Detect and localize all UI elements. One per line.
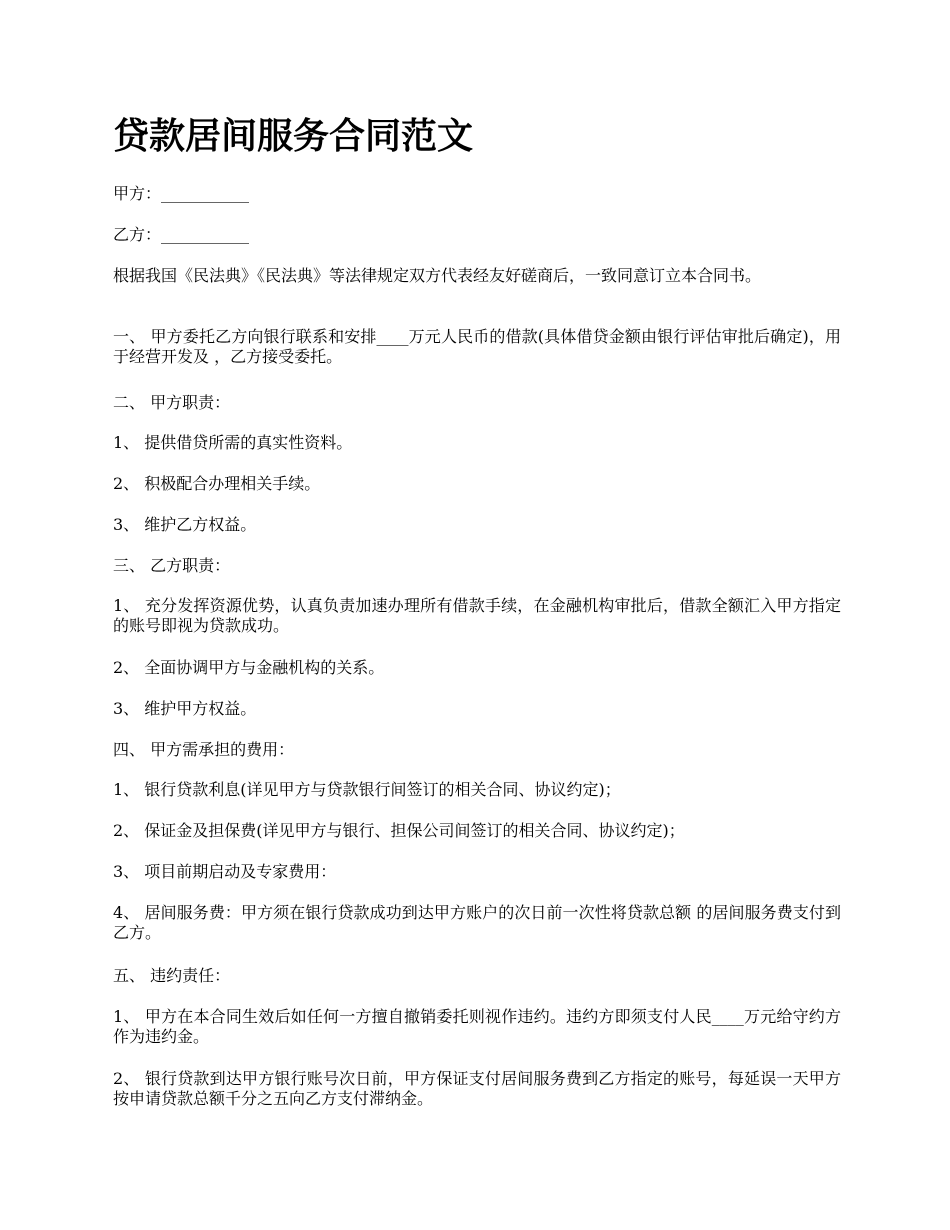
section-3-item-3: 3、 维护甲方权益。 <box>113 699 257 718</box>
section-4-item-1: 1、 银行贷款利息(详见甲方与贷款银行间签订的相关合同、协议约定)； <box>113 780 621 799</box>
section-2-item-1: 1、 提供借贷所需的真实性资料。 <box>113 433 353 452</box>
section-4-heading: 四、 甲方需承担的费用： <box>113 740 295 759</box>
section-5-item-2: 2、 银行贷款到达甲方银行账号次日前，甲方保证支付居间服务费到乙方指定的账号，每延误一天甲方按申请贷款总额千分之五向乙方支付滞纳金。 <box>113 1069 841 1108</box>
section-4-item-4: 4、 居间服务费：甲方须在银行贷款成功到达甲方账户的次日前一次性将贷款总额 的居间服务费支付到乙方。 <box>113 903 841 942</box>
party-b-line: 乙方：___________ <box>113 225 250 244</box>
section-5-heading: 五、 违约责任： <box>113 966 231 985</box>
section-2-item-3: 3、 维护乙方权益。 <box>113 515 257 534</box>
document-title: 贷款居间服务合同范文 <box>113 115 474 157</box>
preamble-paragraph: 根据我国《民法典》《民法典》等法律规定双方代表经友好磋商后，一致同意订立本合同书。 <box>113 266 762 285</box>
party-a-line: 甲方：___________ <box>113 184 250 203</box>
section-3-heading: 三、 乙方职责： <box>113 556 231 575</box>
clause-1-paragraph: 一、 甲方委托乙方向银行联系和安排____万元人民币的借款(具体借贷金额由银行评估审批后确定)，用于经营开发及 ，乙方接受委托。 <box>113 327 841 366</box>
section-2-heading: 二、 甲方职责： <box>113 393 231 412</box>
section-2-item-2: 2、 积极配合办理相关手续。 <box>113 474 321 493</box>
section-5-item-1: 1、 甲方在本合同生效后如任何一方擅自撤销委托则视作违约。违约方即须支付人民____万元给守约方作为违约金。 <box>113 1007 841 1046</box>
section-4-item-2: 2、 保证金及担保费(详见甲方与银行、担保公司间签订的相关合同、协议约定)； <box>113 821 685 840</box>
section-3-item-2: 2、 全面协调甲方与金融机构的关系。 <box>113 658 385 677</box>
section-3-item-1: 1、 充分发挥资源优势，认真负责加速办理所有借款手续，在金融机构审批后，借款全额汇入甲方指定的账号即视为贷款成功。 <box>113 596 841 635</box>
section-4-item-3: 3、 项目前期启动及专家费用： <box>113 862 337 881</box>
